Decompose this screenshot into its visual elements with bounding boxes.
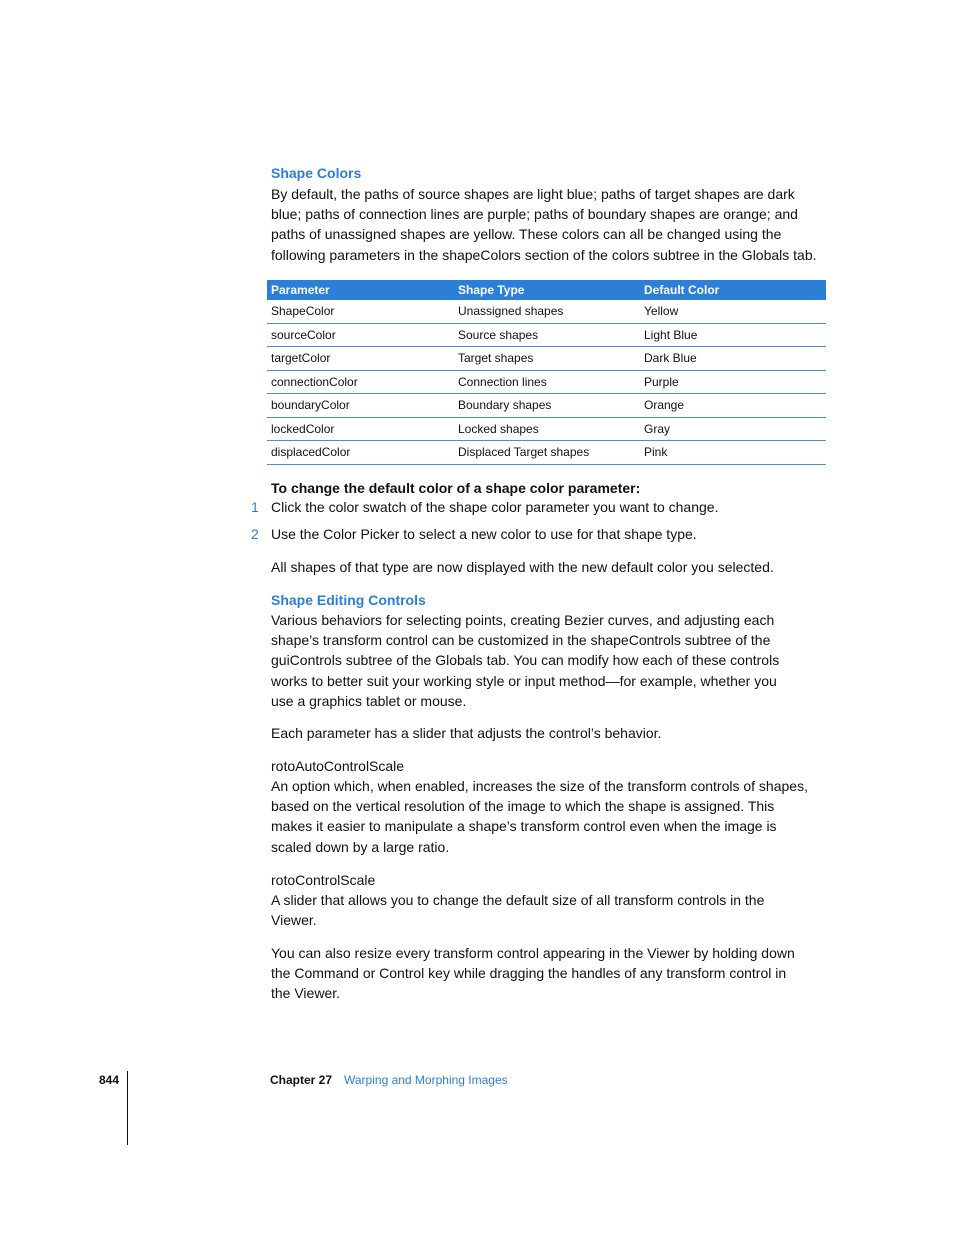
paragraph-line: based on the vertical resolution of the image to which the shape is assigned. This (271, 798, 775, 815)
table-row (267, 417, 826, 441)
paragraph-line: guiControls subtree of the Globals tab. You can modify how each of these controls (271, 652, 780, 669)
paragraph-line: By default, the paths of source shapes are light blue; paths of target shapes are dark (271, 186, 795, 202)
cell-default-color: Dark Blue (640, 347, 826, 371)
cell-parameter: sourceColor (267, 323, 454, 347)
cell-default-color: Pink (640, 441, 826, 465)
cell-default-color: Yellow (640, 300, 826, 323)
parameter-description (271, 890, 831, 930)
table-row (267, 441, 826, 465)
shape-editing-paragraph (271, 610, 831, 711)
section-heading-shape-colors: Shape Colors (271, 165, 362, 181)
procedure-result: All shapes of that type are now displayed with the new default color you selected. (271, 559, 774, 575)
step-number: 2 (251, 526, 259, 542)
step-text: Use the Color Picker to select a new color to use for that shape type. (271, 526, 697, 542)
paragraph-line: use a graphics tablet or mouse. (271, 692, 467, 709)
cell-default-color: Purple (640, 370, 826, 394)
cell-parameter: boundaryColor (267, 394, 454, 418)
paragraph-line: Viewer. (271, 912, 317, 929)
paragraph-line: works to better suit your working style or input method—for example, whether you (271, 672, 777, 689)
paragraph-line: the Viewer. (271, 985, 341, 1002)
section-heading-shape-editing-controls: Shape Editing Controls (271, 592, 426, 608)
parameter-name-roto-control-scale: rotoControlScale (271, 872, 376, 888)
cell-parameter: connectionColor (267, 370, 454, 394)
footer-chapter-title: Warping and Morphing Images (344, 1073, 508, 1087)
cell-default-color: Light Blue (640, 323, 826, 347)
paragraph-line: Various behaviors for selecting points, creating Bezier curves, and adjusting each (271, 612, 775, 628)
cell-default-color: Gray (640, 417, 826, 441)
paragraph-line: the Command or Control key while dragging the handles of any transform control in (271, 965, 787, 982)
column-header-default-color: Default Color (640, 280, 826, 300)
cell-parameter: ShapeColor (267, 300, 454, 323)
cell-shape-type: Target shapes (454, 347, 640, 371)
step-number: 1 (251, 499, 259, 515)
paragraph-line: makes it easier to manipulate a shape’s transform control even when the image is (271, 818, 777, 835)
footer-chapter: Chapter 27 (270, 1073, 333, 1087)
table-row (267, 347, 826, 371)
slider-note: Each parameter has a slider that adjusts the control’s behavior. (271, 725, 662, 741)
cell-shape-type: Unassigned shapes (454, 300, 640, 323)
resize-note (271, 943, 831, 1004)
cell-shape-type: Connection lines (454, 370, 640, 394)
paragraph-line: shape’s transform control can be customized in the shapeControls subtree of the (271, 632, 771, 649)
paragraph-line: A slider that allows you to change the default size of all transform controls in the (271, 892, 765, 908)
shape-colors-paragraph (271, 184, 831, 265)
cell-default-color: Orange (640, 394, 826, 418)
procedure-title: To change the default color of a shape color parameter: (271, 480, 641, 496)
paragraph-line: An option which, when enabled, increases the size of the transform controls of shapes, (271, 778, 808, 794)
page-number: 844 (99, 1073, 120, 1087)
cell-shape-type: Displaced Target shapes (454, 441, 640, 465)
table-row (267, 300, 826, 323)
paragraph-line: scaled down by a large ratio. (271, 838, 450, 855)
cell-parameter: targetColor (267, 347, 454, 371)
table-row (267, 394, 826, 418)
table-row (267, 370, 826, 394)
cell-shape-type: Locked shapes (454, 417, 640, 441)
table-row (267, 323, 826, 347)
parameter-description (271, 776, 831, 857)
table-header-row (267, 280, 826, 300)
cell-parameter: displacedColor (267, 441, 454, 465)
shape-colors-table (267, 280, 826, 465)
column-header-shape-type: Shape Type (454, 280, 640, 300)
cell-parameter: lockedColor (267, 417, 454, 441)
column-header-parameter: Parameter (267, 280, 454, 300)
footer-divider (127, 1071, 128, 1145)
step-text: Click the color swatch of the shape color parameter you want to change. (271, 499, 719, 515)
paragraph-line: paths of unassigned shapes are yellow. These colors can all be changed using the (271, 226, 782, 243)
parameter-name-roto-auto-control-scale: rotoAutoControlScale (271, 758, 405, 774)
paragraph-line: following parameters in the shapeColors section of the colors subtree in the Globals tab. (271, 246, 817, 263)
paragraph-line: blue; paths of connection lines are purple; paths of boundary shapes are orange; and (271, 206, 798, 223)
paragraph-line: You can also resize every transform control appearing in the Viewer by holding down (271, 945, 795, 961)
cell-shape-type: Boundary shapes (454, 394, 640, 418)
cell-shape-type: Source shapes (454, 323, 640, 347)
